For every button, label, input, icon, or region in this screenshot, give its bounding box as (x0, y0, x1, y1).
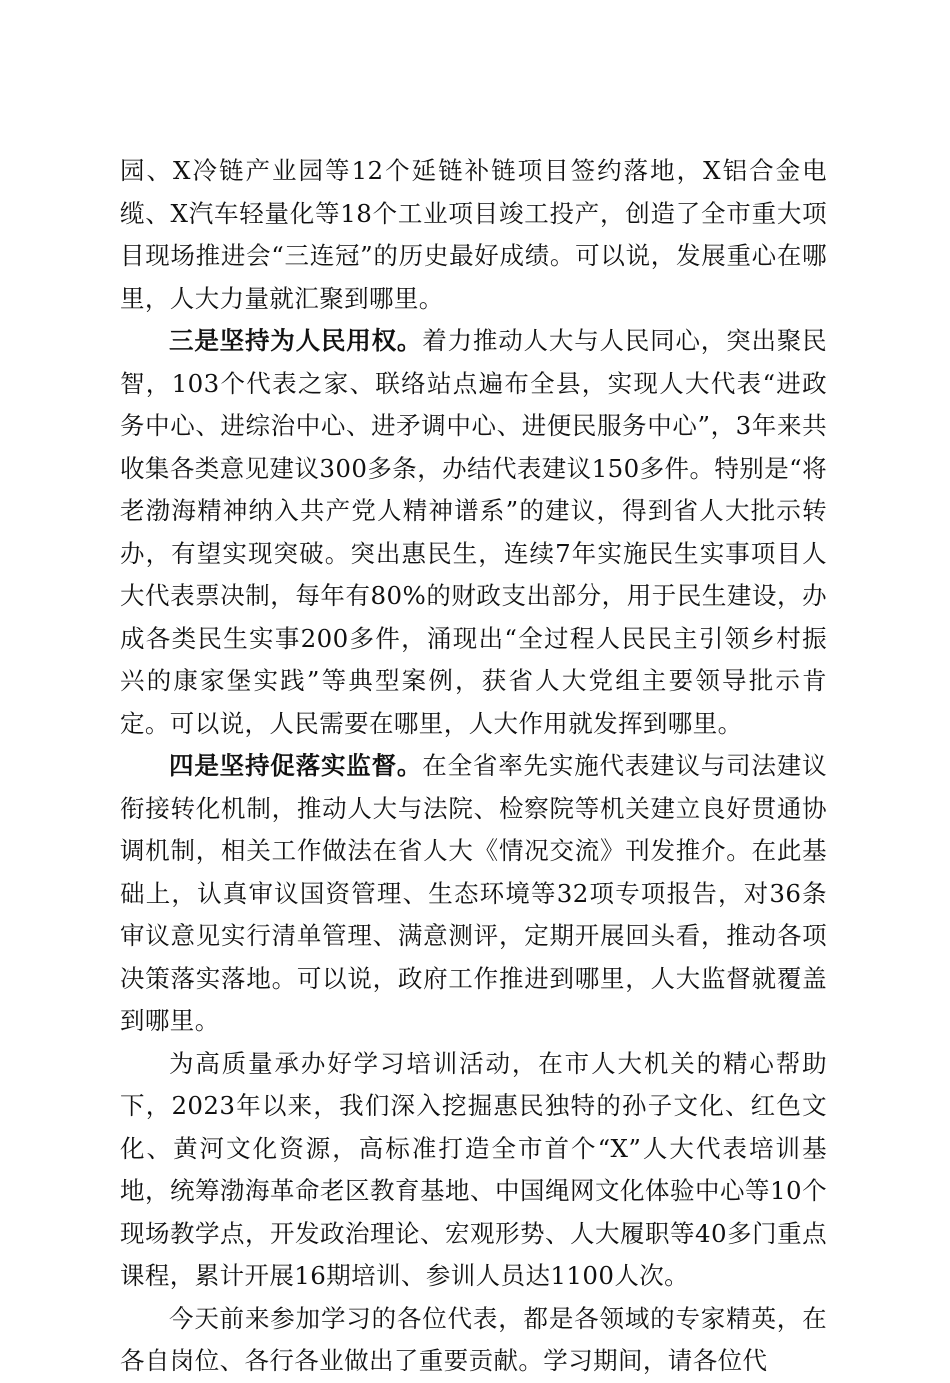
paragraph-text: 园、X冷链产业园等12个延链补链项目签约落地，X铝合金电缆、X汽车轻量化等18个工业项目竣工投产，创造了全市重大项目现场推进会“三连冠”的历史最好成绩。可以说，发展重心在哪里，人大力量就汇聚到哪里。 (120, 156, 827, 313)
paragraph-text: 今天前来参加学习的各位代表，都是各领域的专家精英，在各自岗位、各行各业做出了重要贡献。学习期间，请各位代 (120, 1303, 827, 1375)
paragraph-lead-heading: 四是坚持促落实监督。 (169, 751, 423, 780)
paragraph-text: 着力推动人大与人民同心，突出聚民智，103个代表之家、联络站点遍布全县，实现人大代表“进政务中心、进综治中心、进矛调中心、进便民服务中心”，3年来共收集各类意见建议300多条，办结代表建议150多件。特别是“将老渤海精神纳入共产党人精神谱系”的建议，得到省人大批示转办，有望实现突破。突出惠民生，连续7年实施民生实事项目人大代表票决制，每年有80%的财政支出部分，用于民生建设，办成各类民生实事200多件，涌现出“全过程人民民主引领乡村振兴的康家堡实践”等典型案例，获省人大党组主要领导批示肯定。可以说，人民需要在哪里，人大作用就发挥到哪里。 (120, 326, 828, 738)
paragraph-text: 在全省率先实施代表建议与司法建议衔接转化机制，推动人大与法院、检察院等机关建立良好贯通协调机制，相关工作做法在省人大《情况交流》刊发推介。在此基础上，认真审议国资管理、生态环境等32项专项报告，对36条审议意见实行清单管理、满意测评，定期开展回头看，推动各项决策落实落地。可以说，政府工作推进到哪里，人大监督就覆盖到哪里。 (120, 751, 828, 1035)
paragraph-delegates (120, 1298, 827, 1383)
paragraph-training-base (120, 1043, 827, 1298)
paragraph-text: 为高质量承办好学习培训活动，在市人大机关的精心帮助下，2023年以来，我们深入挖掘惠民独特的孙子文化、红色文化、黄河文化资源，高标准打造全市首个“X”人大代表培训基地，统筹渤海革命老区教育基地、中国绳网文化体验中心等10个现场教学点，开发政治理论、宏观形势、人大履职等40多门重点课程，累计开展16期培训、参训人员达1100人次。 (120, 1048, 827, 1290)
paragraph-lead-heading: 三是坚持为人民用权。 (169, 326, 423, 355)
paragraph-people-power (120, 320, 827, 745)
paragraph-continuation (120, 150, 827, 320)
document-body (120, 150, 827, 1383)
paragraph-supervision (120, 745, 827, 1043)
